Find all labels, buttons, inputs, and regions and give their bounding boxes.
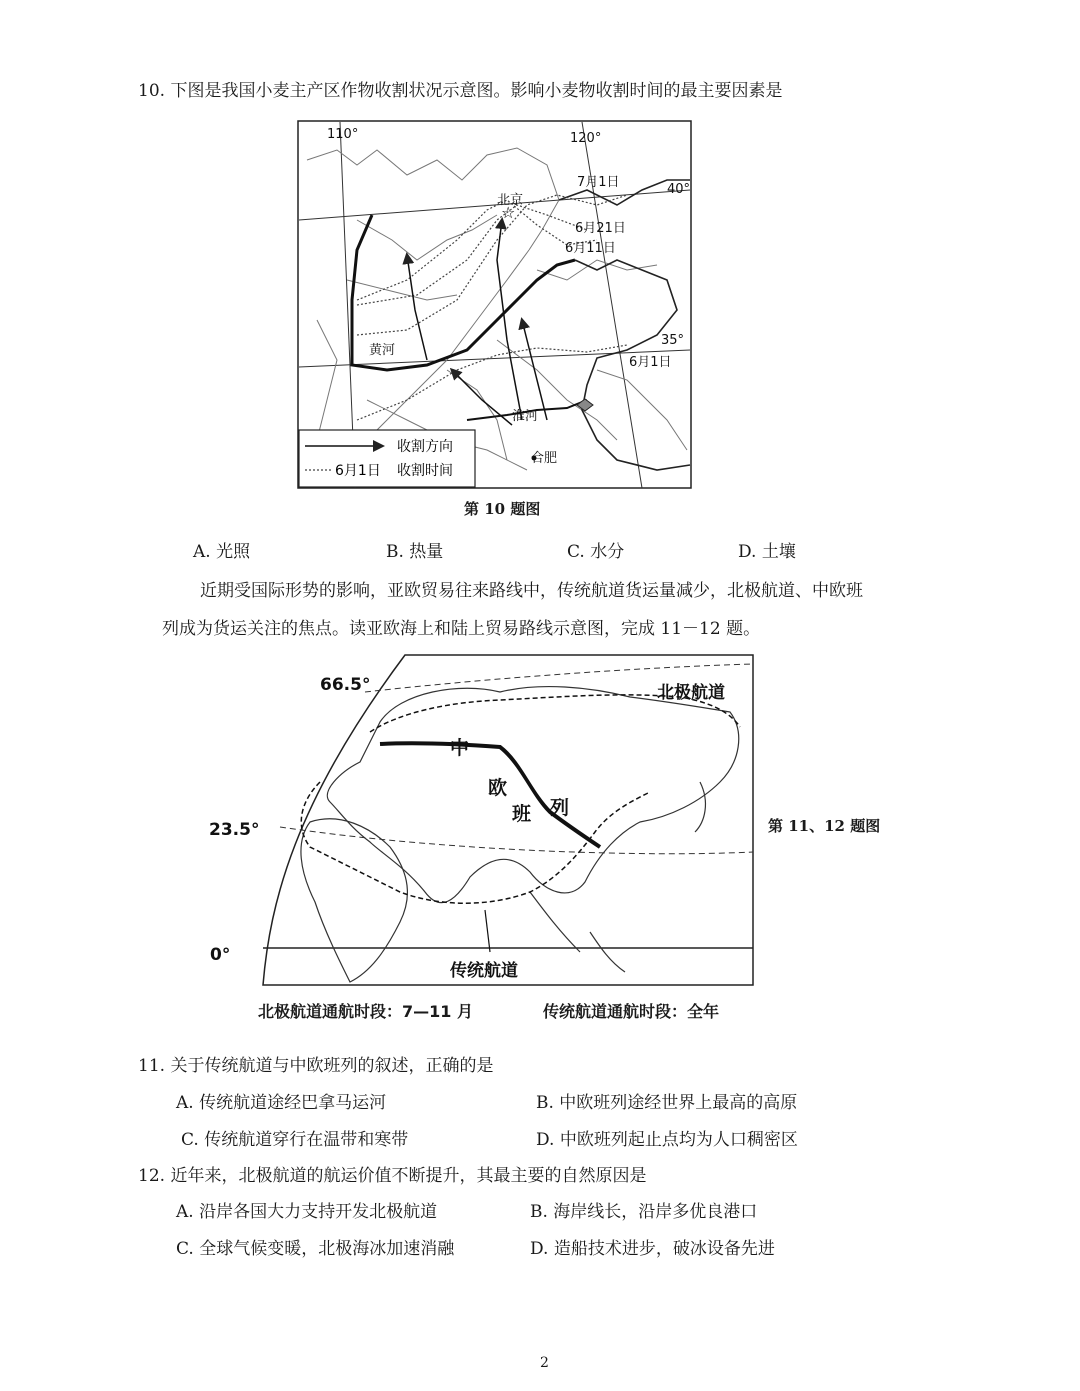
q10-option-c[interactable]: C. 水分: [567, 542, 625, 562]
q11-stem: 11. 关于传统航道与中欧班列的叙述，正确的是: [138, 1056, 494, 1076]
q12-option-c[interactable]: C. 全球气候变暖，北极海冰加速消融: [176, 1239, 455, 1259]
note-traditional-period: 传统航道通航时段：全年: [543, 1002, 720, 1021]
label-traditional-route: 传统航道: [450, 961, 518, 981]
intro-line-2: 列成为货运关注的焦点。读亚欧海上和陆上贸易路线示意图，完成 11－12 题。: [162, 619, 761, 639]
label-beijing: 北京: [497, 193, 524, 208]
page-number: 2: [540, 1355, 549, 1371]
map-legend: [299, 430, 475, 487]
q12-option-a[interactable]: A. 沿岸各国大力支持开发北极航道: [176, 1202, 438, 1222]
label-lon110: 110°: [327, 127, 359, 142]
q10-option-d[interactable]: D. 土壤: [738, 542, 796, 562]
beijing-star-icon: ☆: [501, 203, 516, 222]
wheat-harvest-map: [297, 120, 693, 490]
label-railway-char-3: 班: [512, 803, 532, 825]
label-huai-river: 淮河: [512, 409, 539, 424]
label-jun21: 6月21日: [575, 221, 626, 236]
label-railway-char-2: 欧: [488, 777, 508, 799]
label-lat23: 23.5°: [209, 820, 260, 840]
label-railway-char-1: 中: [450, 737, 470, 759]
legend-direction-label: 收割方向: [397, 439, 453, 455]
label-lat0: 0°: [210, 945, 231, 965]
q11-option-b[interactable]: B. 中欧班列途经世界上最高的高原: [536, 1093, 798, 1113]
legend-isoline-date: 6月1日: [335, 463, 381, 479]
label-lat66: 66.5°: [320, 675, 371, 695]
note-arctic-period: 北极航道通航时段：7—11 月: [258, 1002, 473, 1021]
label-railway-char-4: 列: [550, 797, 570, 819]
q11-option-c[interactable]: C. 传统航道穿行在温带和寒带: [181, 1130, 409, 1150]
q12-stem: 12. 近年来，北极航道的航运价值不断提升，其最主要的自然原因是: [138, 1166, 647, 1186]
trade-route-map: [200, 652, 760, 988]
label-lat35: 35°: [661, 333, 685, 348]
legend-isoline-label: 收割时间: [397, 463, 453, 479]
q12-option-b[interactable]: B. 海岸线长，沿岸多优良港口: [530, 1202, 758, 1222]
q12-option-d[interactable]: D. 造船技术进步，破冰设备先进: [530, 1239, 775, 1259]
map2-figure-caption: 第 11、12 题图: [768, 817, 881, 835]
q10-figure-caption: 第 10 题图: [464, 500, 541, 518]
q10-option-b[interactable]: B. 热量: [386, 542, 444, 562]
q11-option-a[interactable]: A. 传统航道途经巴拿马运河: [176, 1093, 387, 1113]
q10-stem: 10. 下图是我国小麦主产区作物收割状况示意图。影响小麦物收割时间的最主要因素是: [138, 81, 783, 101]
label-lon120: 120°: [570, 131, 602, 146]
intro-line-1: 近期受国际形势的影响，亚欧贸易往来路线中，传统航道货运量减少，北极航道、中欧班: [200, 581, 863, 601]
label-jun1: 6月1日: [629, 355, 672, 370]
q10-option-a[interactable]: A. 光照: [193, 542, 251, 562]
label-arctic-route: 北极航道: [657, 683, 725, 703]
label-hefei: 合肥: [531, 451, 558, 466]
label-jun11: 6月11日: [565, 241, 616, 256]
label-jul1: 7月1日: [577, 175, 620, 190]
label-yellow-river: 黄河: [369, 343, 396, 358]
label-lat40: 40°: [667, 182, 691, 197]
q11-option-d[interactable]: D. 中欧班列起止点均为人口稠密区: [536, 1130, 798, 1150]
